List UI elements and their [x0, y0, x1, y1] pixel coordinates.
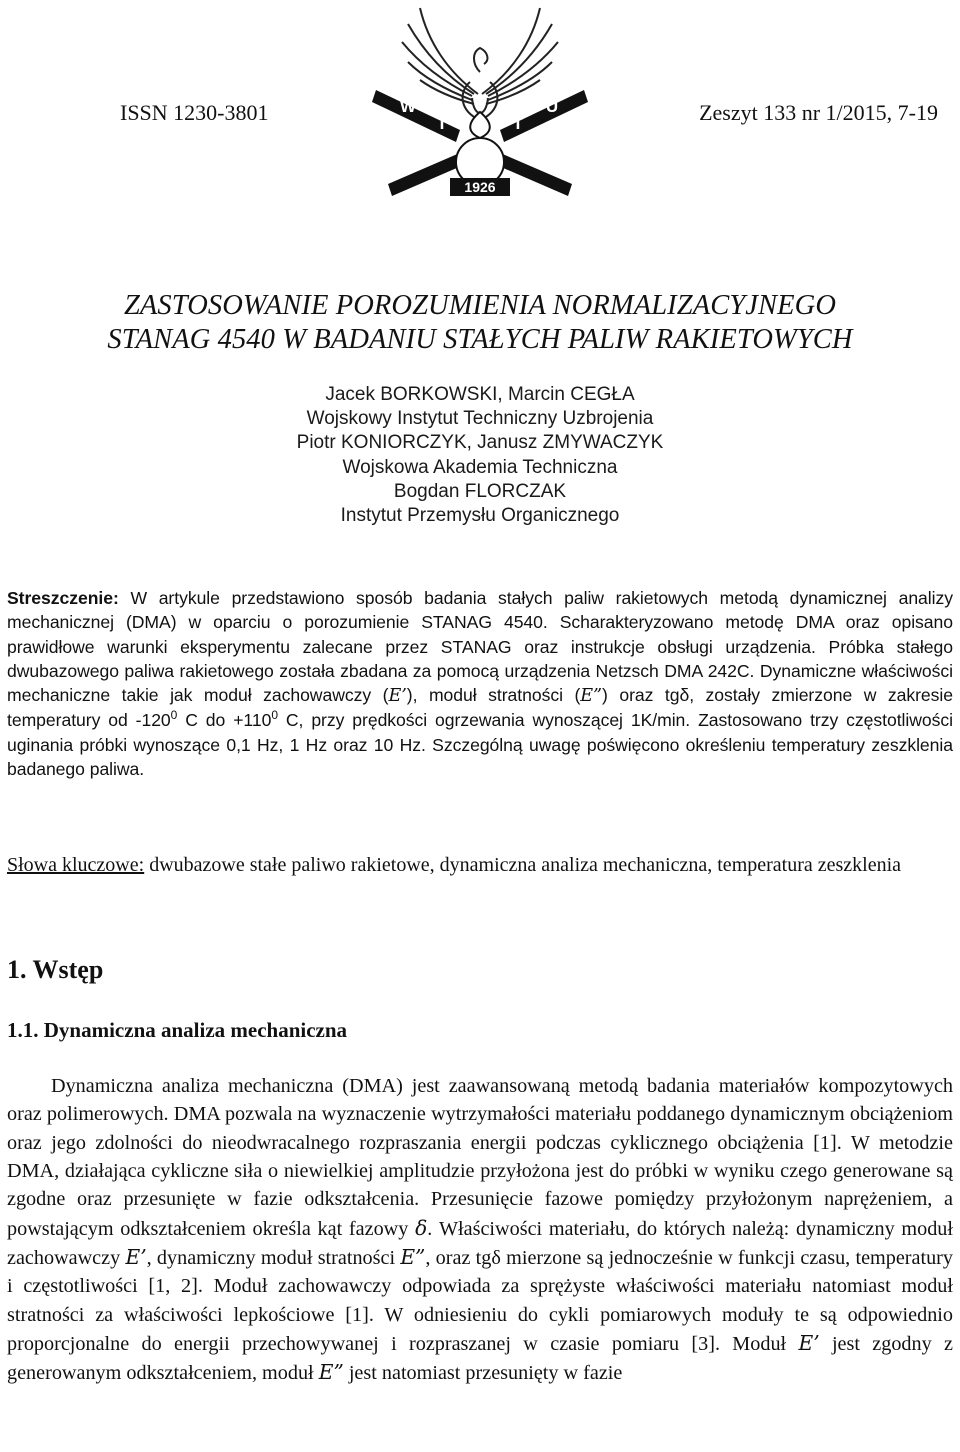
- abstract-label: Streszczenie:: [7, 588, 119, 608]
- logo-letter-i: I: [439, 114, 445, 133]
- keywords-label: Słowa kluczowe:: [7, 854, 145, 876]
- author-block: [0, 383, 960, 528]
- logo-letter-w: W: [399, 97, 417, 116]
- storage-modulus-symbol: E’: [798, 1331, 820, 1356]
- abstract-text: C, przy prędkości ogrzewania wynoszącej 1K/min. Zastosowano trzy częstotliwości uginania próbki wynoszące 0,1 Hz, 1 Hz oraz 10 Hz. Szczególną uwagę poświęcono określeniu temperatury zeszklenia badanego paliwa.: [7, 710, 954, 780]
- degree-superscript: 0: [271, 708, 278, 723]
- author-names: Piotr KONIORCZYK, Janusz ZMYWACZYK: [296, 432, 664, 454]
- loss-modulus-symbol: E”: [400, 1245, 426, 1270]
- degree-superscript: 0: [170, 708, 178, 723]
- loss-modulus-symbol: E”: [318, 1360, 344, 1385]
- author-affiliation: Wojskowy Instytut Techniczny Uzbrojenia: [306, 408, 654, 430]
- logo-year: 1926: [464, 179, 496, 195]
- phase-angle-symbol: δ: [415, 1215, 428, 1240]
- body-text: jest natomiast przesunięty w fazie: [343, 1362, 623, 1385]
- abstract-text: W artykule przedstawiono sposób badania stałych paliw rakietowych metodą dynamicznej analizy mechanicznej (DMA) w oparciu o porozumienie STANAG 4540. Scharakteryzowano metodę DMA oraz opisano prawidłowe warunki eksperymentu zalecane przez STANAG oraz instrukcje obsługi urządzenia. Próbka stałego dwubazowego paliwa rakietowego została zbadana za pomocą urządzenia Netzsch DMA 242C. Dynamiczne właściwości mechaniczne takie jak moduł zachowawczy (: [7, 588, 953, 706]
- body-text: jest zgodny z generowanym odkształceniem, moduł: [7, 1333, 953, 1385]
- abstract-text: ), moduł stratności (: [406, 685, 581, 706]
- body-text: . Właściwości materiału, do których należą: dynamiczny moduł zachowawczy: [7, 1217, 953, 1270]
- author-names: Bogdan FLORCZAK: [393, 480, 567, 502]
- body-text: Dynamiczna analiza mechaniczna (DMA) jest zaawansowaną metodą badania materiałów kompozytowych oraz polimerowych. DMA pozwala na wyznaczenie wytrzymałości materiału poddanego dynamicznym obciążeniom oraz jego zdolności do nieodwracalnego rozpraszania energii podczas cyklicznego obciążenia [1]. W metodzie DMA, działająca cykliczne siła o niewielkiej amplitudzie przyłożona jest do próbki w wyniku czego generowane są zgodne oraz przesunięte w fazie odkształcenia. Przesunięcie fazowe pomiędzy przyłożonym naprężeniem, a powstającym odkształceniem określa kąt fazowy: [7, 1075, 953, 1240]
- issue-info: Zeszyt 133 nr 1/2015, 7-19: [699, 100, 938, 125]
- loss-modulus-symbol: E”: [580, 686, 603, 707]
- abstract: [7, 586, 953, 781]
- author-names: Jacek BORKOWSKI, Marcin CEGŁA: [325, 384, 635, 405]
- logo-letter-u: U: [545, 97, 559, 116]
- keywords: [7, 850, 953, 880]
- logo-letter-t: T: [512, 114, 524, 133]
- abstract-text: C do +110: [177, 710, 272, 731]
- section-heading: 1. Wstęp: [7, 955, 104, 984]
- witu-eagle-logo: [368, 2, 592, 204]
- keywords-text: dwubazowe stałe paliwo rakietowe, dynamiczna analiza mechaniczna, temperatura zeszklenia: [144, 854, 902, 876]
- author-affiliation: Wojskowa Akademia Techniczna: [342, 456, 618, 478]
- storage-modulus-symbol: E’: [388, 686, 407, 707]
- body-text: , oraz tgδ mierzone są jednocześnie w funkcji czasu, temperatury i częstotliwości [1, 2]. Moduł zachowawczy odpowiada za sprężyste właściwości materiału natomiast moduł stratności za właściwości lepkościowe [1]. W odniesieniu do cykli pomiarowych moduły te są odpowiednio proporcjonalne do energii przechowywanej i rozpraszanej w czasie pomiaru [3]. Moduł: [7, 1247, 953, 1356]
- abstract-text: ) oraz tgδ, zostały zmierzone w zakresie temperatury od -120: [7, 685, 953, 731]
- body-text: , dynamiczny moduł stratności: [146, 1247, 401, 1270]
- body-paragraph: [7, 1072, 953, 1388]
- paper-title-line1: ZASTOSOWANIE POROZUMIENIA NORMALIZACYJNEGO: [123, 290, 837, 321]
- storage-modulus-symbol: E’: [125, 1245, 147, 1270]
- issn: ISSN 1230-3801: [120, 100, 269, 125]
- paper-title-line2: STANAG 4540 W BADANIU STAŁYCH PALIW RAKIETOWYCH: [107, 324, 853, 355]
- author-affiliation: Instytut Przemysłu Organicznego: [340, 504, 620, 526]
- subsection-heading: 1.1. Dynamiczna analiza mechaniczna: [7, 1018, 348, 1042]
